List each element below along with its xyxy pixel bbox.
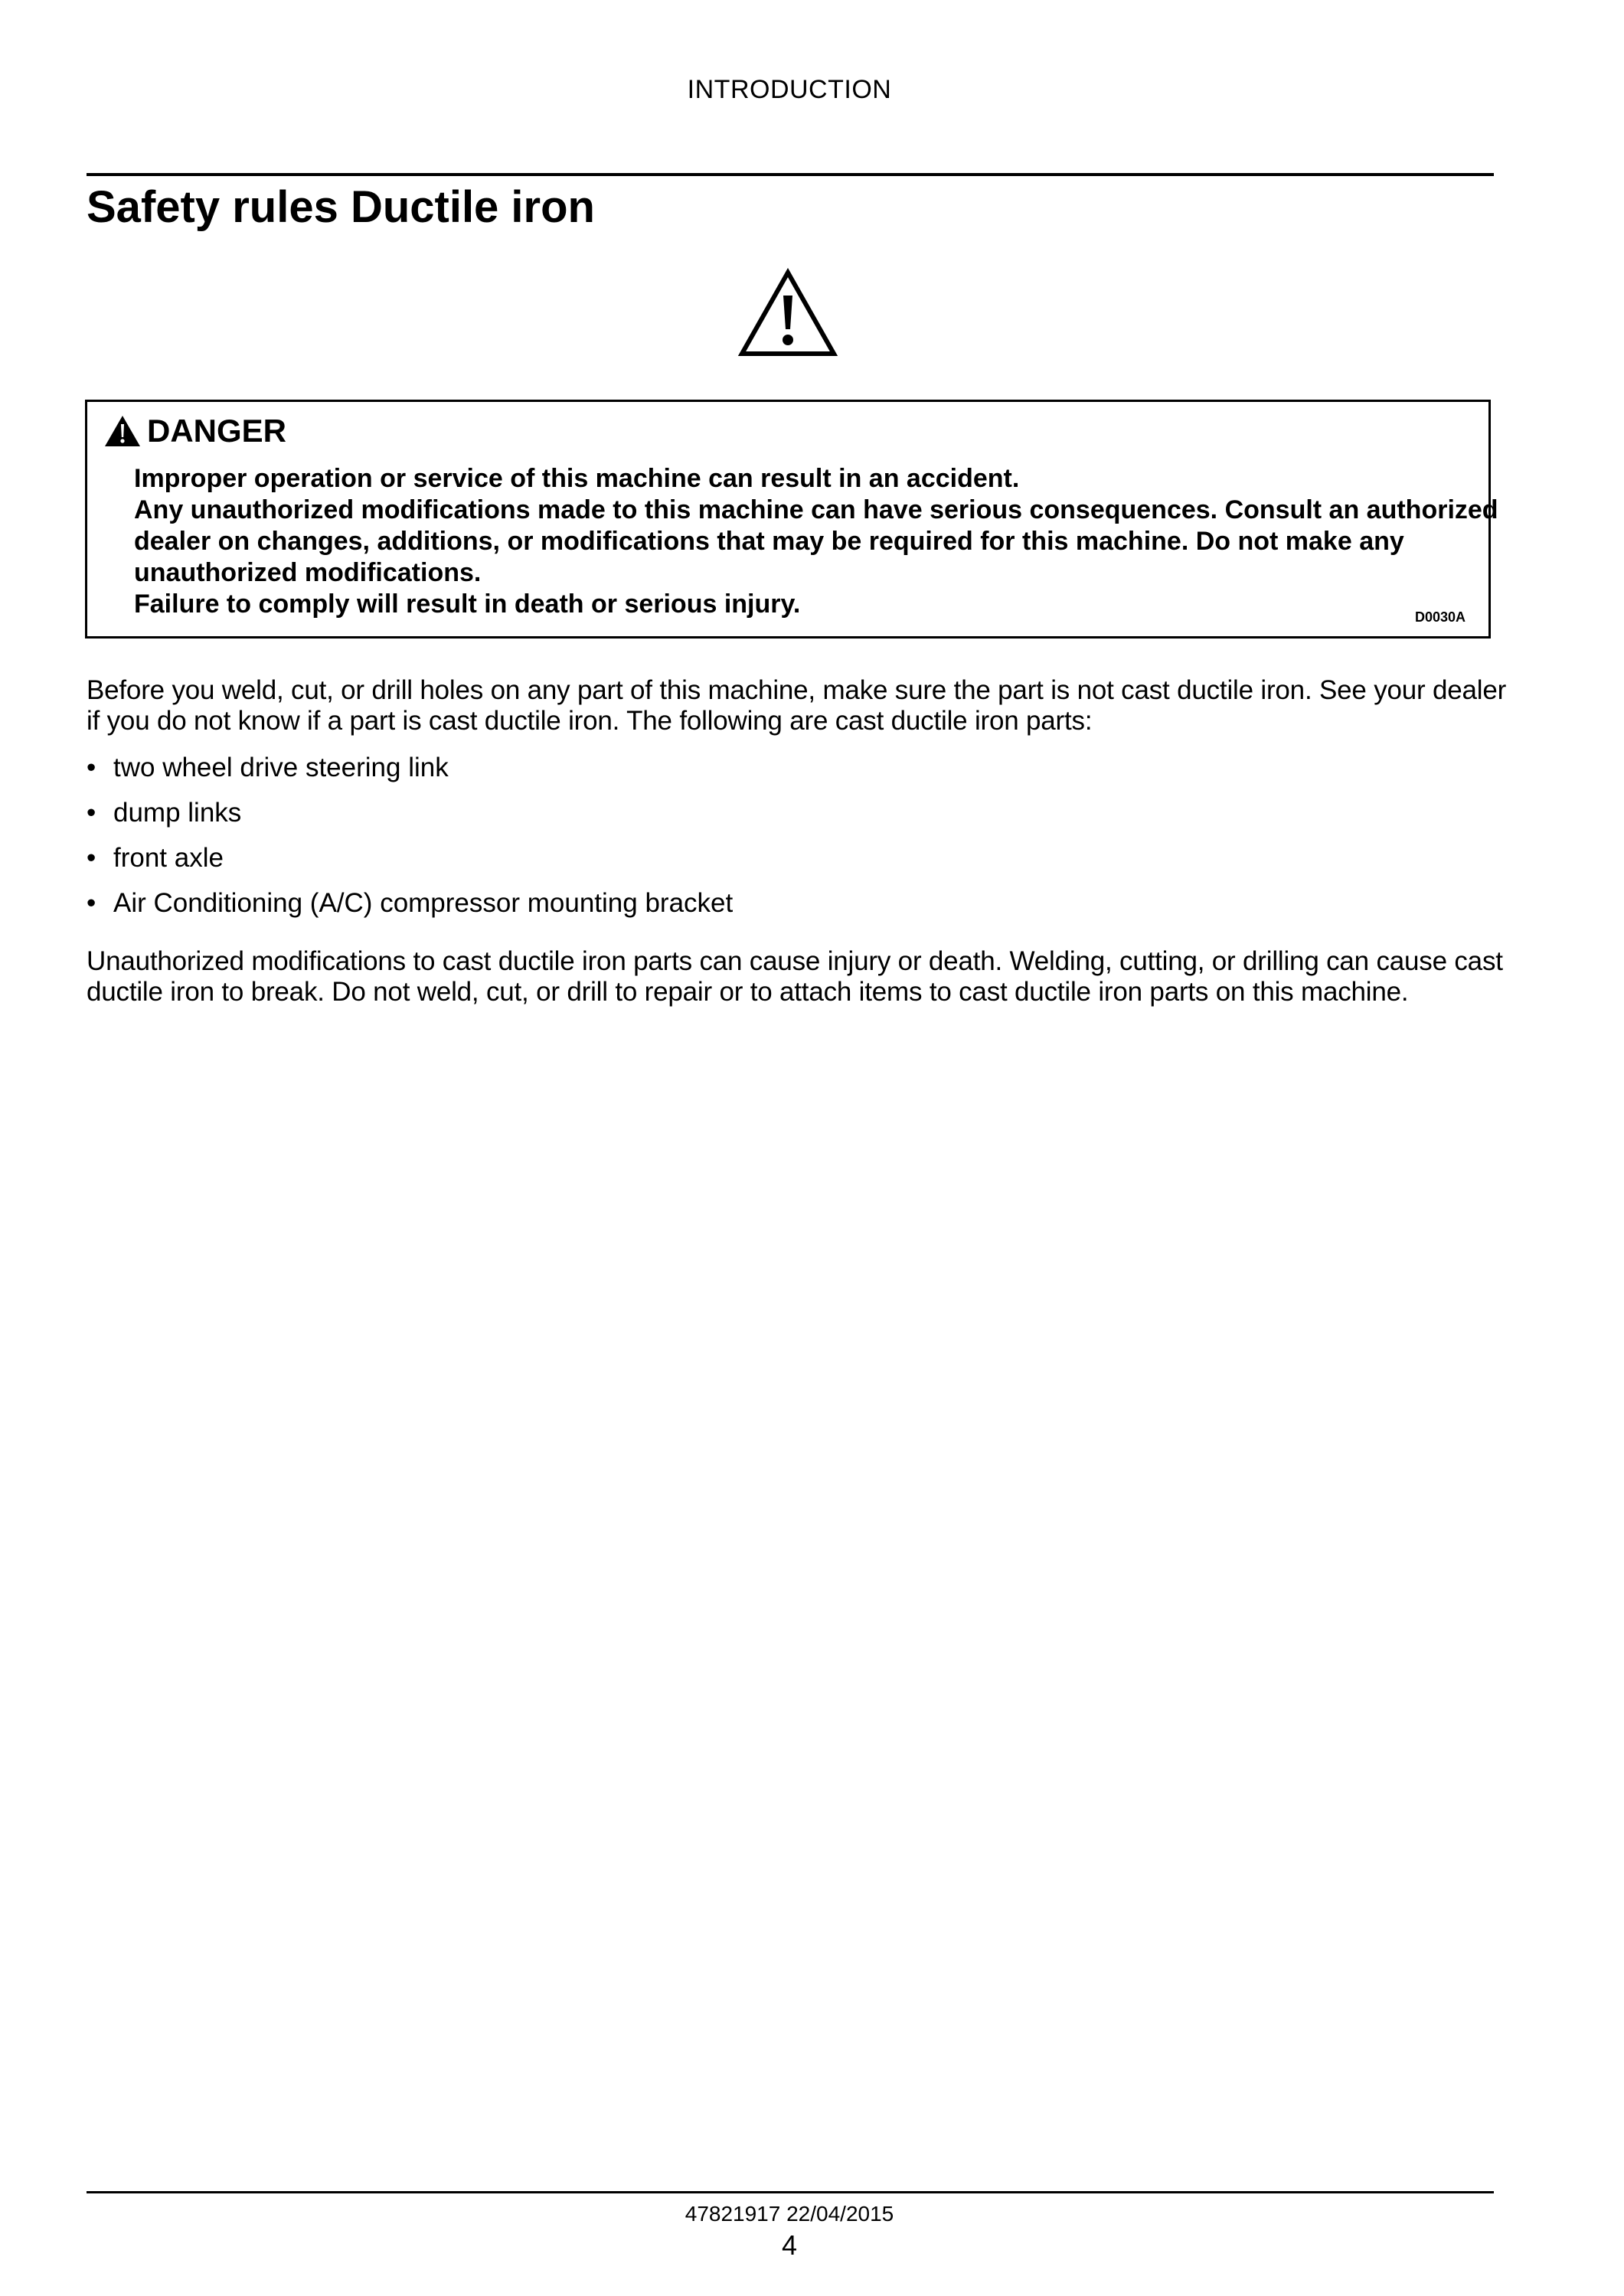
list-item: • dump links bbox=[87, 798, 733, 843]
bullet: • bbox=[87, 843, 96, 873]
list-item: • Air Conditioning (A/C) compressor mounting bracket bbox=[87, 888, 733, 933]
danger-text bbox=[134, 463, 1550, 620]
list-item: • two wheel drive steering link bbox=[87, 753, 733, 798]
bullet: • bbox=[87, 888, 96, 918]
page-number: 4 bbox=[781, 2229, 798, 2261]
danger-box bbox=[85, 400, 1498, 639]
warning-triangle-icon bbox=[737, 268, 838, 358]
footer-doc-ref: 47821917 22/04/2015 bbox=[685, 2202, 894, 2226]
page-title: Safety rules Ductile iron bbox=[87, 182, 595, 232]
danger-line: Failure to comply will result in death or serious injury. bbox=[134, 590, 801, 619]
ductile-parts-list bbox=[87, 753, 733, 933]
header-rule bbox=[87, 173, 1494, 176]
bullet: • bbox=[87, 753, 96, 782]
intro-paragraph: Before you weld, cut, or drill holes on any part of this machine, make sure the part is not cast ductile iron. See your dealer if you do not know if a part is cast ductile iron. The following are cast ductile iron parts: bbox=[87, 675, 1507, 736]
list-item: • front axle bbox=[87, 843, 733, 888]
footer-rule bbox=[87, 2191, 1494, 2193]
danger-triangle-icon bbox=[104, 415, 141, 447]
danger-code: D0030A bbox=[1414, 609, 1466, 625]
bullet: • bbox=[87, 798, 96, 828]
warning-paragraph: Unauthorized modifications to cast ductile iron parts can cause injury or death. Welding, cutting, or drilling can cause cast ductile iron to break. Do not weld, cut, or drill to repair or to attach items to cast ductile iron parts on this machine. bbox=[87, 946, 1503, 1007]
danger-label: DANGER bbox=[147, 413, 287, 449]
danger-line: Improper operation or service of this machine can result in an accident. bbox=[134, 464, 1020, 493]
section-header: INTRODUCTION bbox=[687, 75, 892, 104]
danger-heading bbox=[104, 413, 286, 449]
danger-line: Any unauthorized modifications made to this machine can have serious consequences. Consult an authorized dealer on changes, additions, or modifications that may be required for this machine. Do not make any unauthorized modifications. bbox=[134, 495, 1498, 587]
